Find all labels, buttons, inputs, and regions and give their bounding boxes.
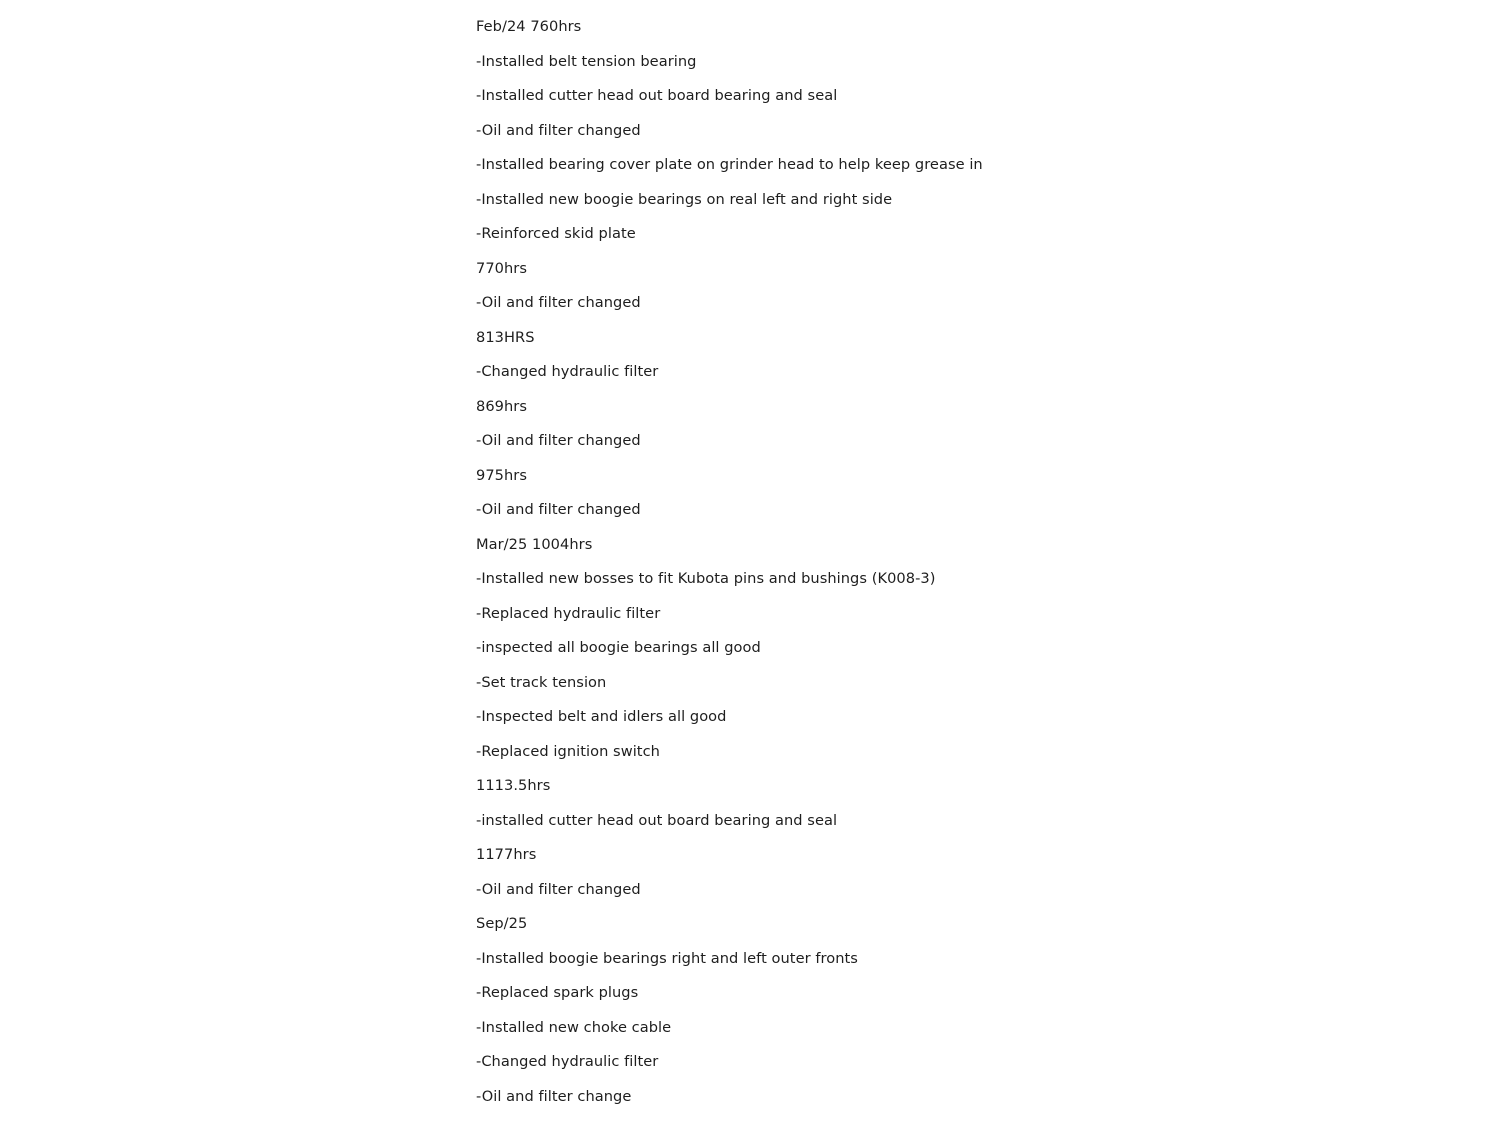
log-item: -installed cutter head out board bearing and seal	[476, 811, 838, 829]
log-entry-date: Mar/25 1004hrs	[476, 535, 593, 553]
log-entry-hours: 813HRS	[476, 328, 535, 346]
log-item: -Set track tension	[476, 673, 607, 691]
log-item: -Replaced hydraulic filter	[476, 604, 661, 622]
log-item: -Reinforced skid plate	[476, 225, 636, 242]
log-item: -Oil and filter changed	[476, 501, 641, 518]
log-item: -Replaced ignition switch	[476, 742, 660, 760]
log-item: -inspected all boogie bearings all good	[476, 639, 761, 656]
log-entry-hours: 975hrs	[476, 466, 528, 484]
log-item: -Oil and filter changed	[476, 880, 641, 898]
log-entry-date: Feb/24 760hrs	[476, 18, 582, 35]
log-entry-hours: 770hrs	[476, 259, 528, 277]
log-item: -Inspected belt and idlers all good	[476, 708, 727, 725]
log-item: -Installed new choke cable	[476, 1018, 672, 1036]
log-item: -Installed bearing cover plate on grinder head to help keep grease in	[476, 156, 983, 173]
log-entry-date: Sep/25	[476, 915, 528, 932]
log-item: -Installed belt tension bearing	[476, 52, 697, 70]
log-entry-hours: 1113.5hrs	[476, 777, 551, 794]
log-item: -Oil and filter changed	[476, 121, 641, 139]
maintenance-log	[476, 17, 1176, 1121]
log-entry-hours: 1177hrs	[476, 846, 537, 863]
log-item: -Installed cutter head out board bearing and seal	[476, 87, 838, 104]
log-item: -Oil and filter changed	[476, 294, 641, 311]
log-item: -Oil and filter changed	[476, 432, 641, 449]
log-item: -Installed new bosses to fit Kubota pins and bushings (K008-3)	[476, 570, 936, 587]
log-item: -Replaced spark plugs	[476, 984, 639, 1001]
log-item: -Changed hydraulic filter	[476, 1053, 659, 1070]
log-item: -Installed boogie bearings right and left outer fronts	[476, 949, 858, 967]
log-entry-hours: 869hrs	[476, 397, 528, 415]
log-item: -Installed new boogie bearings on real left and right side	[476, 190, 893, 208]
log-item: -Changed hydraulic filter	[476, 363, 659, 380]
log-item: -Oil and filter change	[476, 1087, 632, 1105]
